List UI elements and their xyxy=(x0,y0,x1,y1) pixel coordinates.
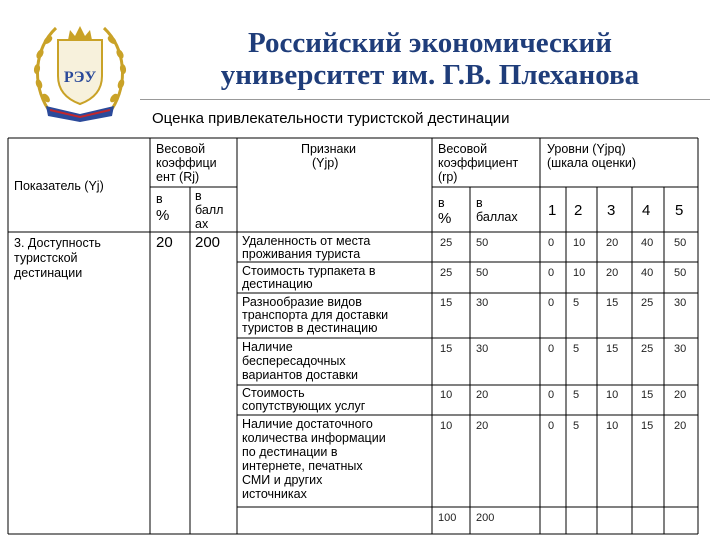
row2-level2: 10 xyxy=(573,267,586,279)
row5-pts: 20 xyxy=(476,389,489,401)
header-indicator: Показатель (Yj) xyxy=(14,179,104,193)
header-weight-pts-line1: в xyxy=(195,189,202,203)
emblem-monogram: РЭУ xyxy=(63,69,97,86)
row3-level2: 5 xyxy=(573,297,580,309)
row1-level5: 50 xyxy=(674,237,687,249)
total-pct: 100 xyxy=(438,512,457,524)
row6-feature-line6: источниках xyxy=(242,487,307,501)
header-weight-pct: в xyxy=(156,192,163,206)
header-feat-pts-line1: в xyxy=(476,196,483,210)
header-weight-pts-line2: балл xyxy=(195,203,224,217)
row4-level2: 5 xyxy=(573,343,580,355)
row3-level5: 30 xyxy=(674,297,687,309)
indicator-weight-pts: 200 xyxy=(195,234,221,251)
row4-pct: 15 xyxy=(440,343,453,355)
row3-level4: 25 xyxy=(641,297,654,309)
row3-feature-line1: Разнообразие видов xyxy=(242,295,362,309)
header-featweight-line2: коэффициент xyxy=(438,156,519,170)
level-number-4: 4 xyxy=(642,202,651,219)
row4-feature-line3: вариантов доставки xyxy=(242,368,359,382)
row4-feature-line1: Наличие xyxy=(242,340,293,354)
header-featweight-line1: Весовой xyxy=(438,142,488,156)
row6-level4: 15 xyxy=(641,420,654,432)
row3-level1: 0 xyxy=(548,297,555,309)
row3-level3: 15 xyxy=(606,297,619,309)
header-feat-pct-symbol: % xyxy=(438,210,452,227)
row1-level3: 20 xyxy=(606,237,619,249)
header-weight-pct-symbol: % xyxy=(156,207,170,224)
level-number-5: 5 xyxy=(675,202,684,219)
row4-level1: 0 xyxy=(548,343,555,355)
row1-feature-line2: проживания туриста xyxy=(242,247,361,261)
row5-level1: 0 xyxy=(548,389,555,401)
header-weight-pts-line3: ах xyxy=(195,217,209,231)
row6-feature-line1: Наличие достаточного xyxy=(242,417,373,431)
row3-feature-line3: туристов в дестинацию xyxy=(242,321,378,335)
row1-feature-line1: Удаленность от места xyxy=(242,234,371,248)
total-pts: 200 xyxy=(476,512,495,524)
row3-feature-line2: транспорта для доставки xyxy=(242,308,389,322)
row2-level3: 20 xyxy=(606,267,619,279)
row6-pts: 20 xyxy=(476,420,489,432)
page-title-line1: Российский экономический xyxy=(248,27,612,59)
indicator-weight-pct: 20 xyxy=(156,234,173,251)
row5-level2: 5 xyxy=(573,389,580,401)
row6-level2: 5 xyxy=(573,420,580,432)
header-weight-line2: коэффици xyxy=(156,156,217,170)
level-number-1: 1 xyxy=(548,202,557,219)
row5-pct: 10 xyxy=(440,389,453,401)
header-feat-pts-line2: баллах xyxy=(476,210,518,224)
row6-level5: 20 xyxy=(674,420,687,432)
indicator-line3: дестинации xyxy=(14,266,83,280)
row2-feature-line2: дестинацию xyxy=(242,277,313,291)
row2-feature-line1: Стоимость турпакета в xyxy=(242,264,376,278)
header-levels-line1: Уровни (Yjpq) xyxy=(547,142,626,156)
row5-level5: 20 xyxy=(674,389,687,401)
row2-level5: 50 xyxy=(674,267,687,279)
row2-level1: 0 xyxy=(548,267,555,279)
row5-feature-line2: сопутствующих услуг xyxy=(242,399,366,413)
indicator-line1: 3. Доступность xyxy=(14,236,101,250)
row6-pct: 10 xyxy=(440,420,453,432)
header-levels-line2: (шкала оценки) xyxy=(547,156,637,170)
row1-pts: 50 xyxy=(476,237,489,249)
row4-feature-line2: беспересадочных xyxy=(242,354,346,368)
row6-level3: 10 xyxy=(606,420,619,432)
row3-pts: 30 xyxy=(476,297,489,309)
row2-level4: 40 xyxy=(641,267,654,279)
header-feat-pct: в xyxy=(438,196,445,210)
row2-pct: 25 xyxy=(440,267,453,279)
row6-feature-line2: количества информации xyxy=(242,431,386,445)
row4-level4: 25 xyxy=(641,343,654,355)
row6-feature-line3: по дестинации в xyxy=(242,445,338,459)
row6-level1: 0 xyxy=(548,420,555,432)
level-number-2: 2 xyxy=(574,202,583,219)
header-features-line1: Признаки xyxy=(301,142,356,156)
header-features-line2: (Yjp) xyxy=(312,156,339,170)
header-featweight-line3: (rp) xyxy=(438,170,458,184)
header-weight-line3: ент (Rj) xyxy=(156,170,200,184)
row1-level4: 40 xyxy=(641,237,654,249)
indicator-line2: туристской xyxy=(14,251,78,265)
page-title-line2: университет им. Г.В. Плеханова xyxy=(220,59,640,91)
row3-pct: 15 xyxy=(440,297,453,309)
level-number-3: 3 xyxy=(607,202,616,219)
row5-level3: 10 xyxy=(606,389,619,401)
row6-feature-line5: СМИ и других xyxy=(242,473,323,487)
row1-pct: 25 xyxy=(440,237,453,249)
header-weight-line1: Весовой xyxy=(156,142,206,156)
row5-level4: 15 xyxy=(641,389,654,401)
row6-feature-line4: интернете, печатных xyxy=(242,459,363,473)
row4-level3: 15 xyxy=(606,343,619,355)
row5-feature-line1: Стоимость xyxy=(242,386,305,400)
row1-level1: 0 xyxy=(548,237,555,249)
row1-level2: 10 xyxy=(573,237,586,249)
row2-pts: 50 xyxy=(476,267,489,279)
row4-level5: 30 xyxy=(674,343,687,355)
row4-pts: 30 xyxy=(476,343,489,355)
slide-subtitle: Оценка привлекательности туристской дестинации xyxy=(152,110,510,127)
